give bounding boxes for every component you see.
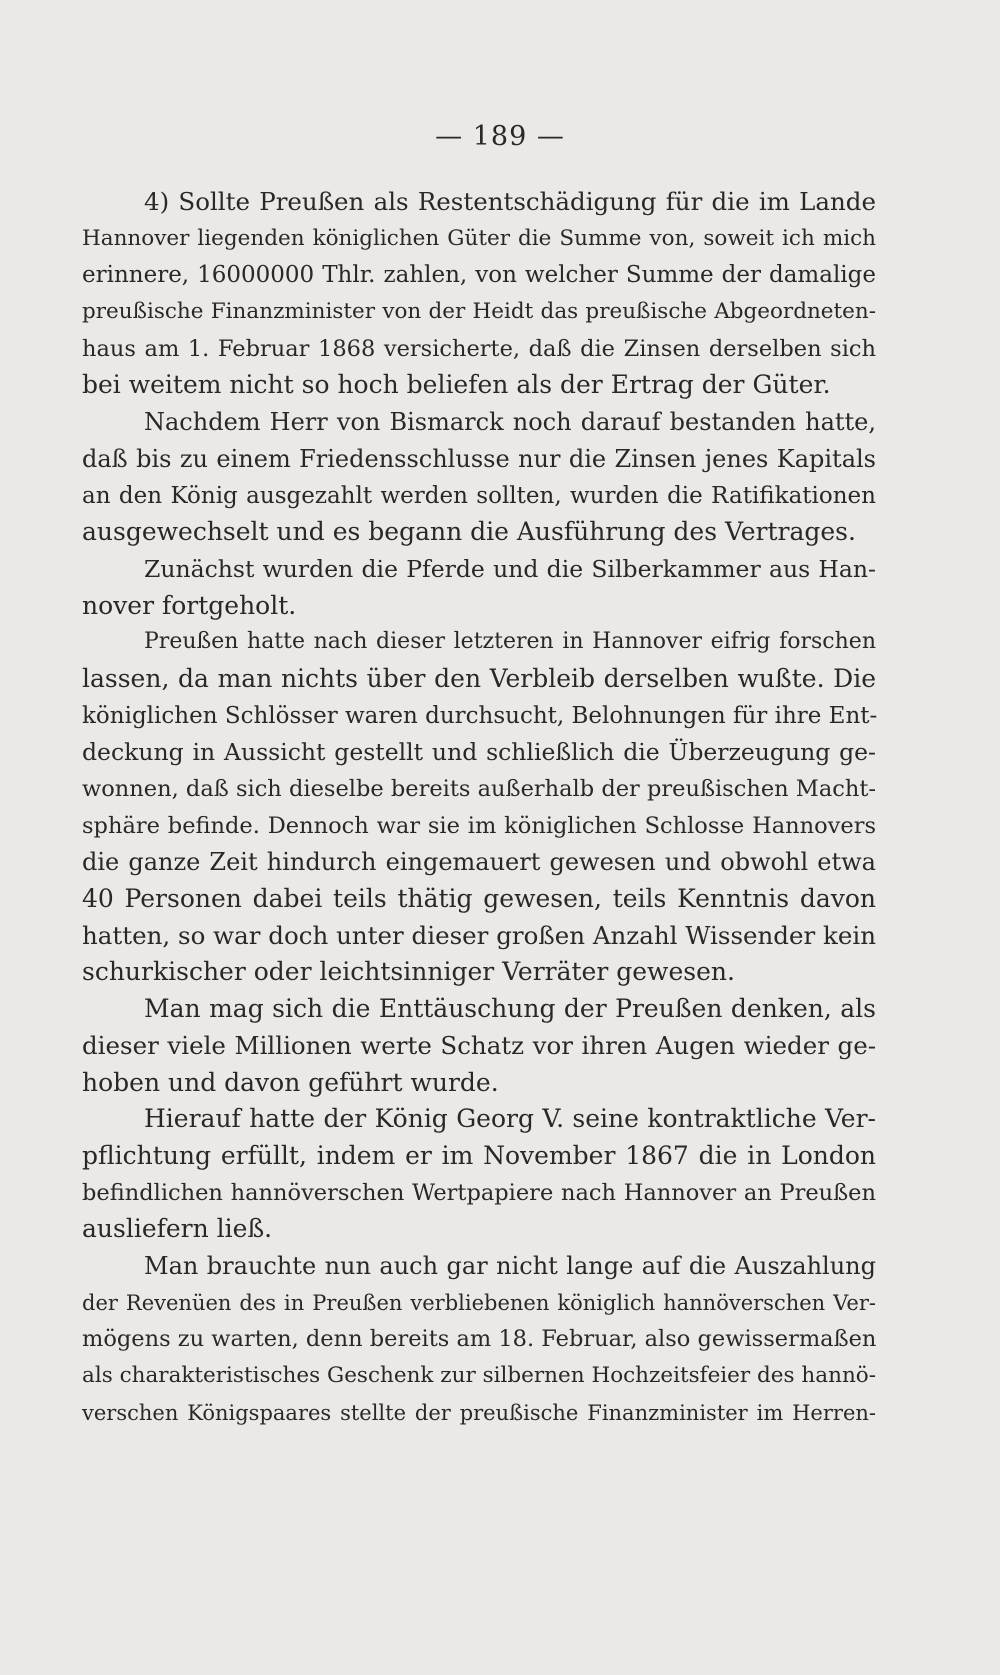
text-line: königlichen Schlösser waren durchsucht, Belohnungen für ihre Ent- [82,702,878,729]
text-line: Preußen hatte nach dieser letzteren in Hannover eifrig forschen [144,629,876,655]
text-line: der Revenüen des in Preußen verbliebenen königlich hannöverschen Ver- [82,1290,876,1315]
text-line: preußische Finanzminister von der Heidt das preußische Abgeordneten- [82,299,876,325]
text-line: 40 Personen dabei teils thätig gewesen, teils Kenntnis davon [82,884,876,914]
text-line: haus am 1. Februar 1868 versicherte, daß die Zinsen derselben sich [82,335,876,362]
text-line: ausliefern ließ. [82,1214,273,1244]
text-line: bei weitem nicht so hoch beliefen als der Ertrag der Güter. [82,370,831,400]
text-line: deckung in Aussicht gestellt und schließlich die Überzeugung ge- [82,738,876,767]
text-line: schurkischer oder leichtsinniger Verräter gewesen. [82,957,735,987]
text-line: Man brauchte nun auch gar nicht lange auf die Auszahlung [144,1251,876,1280]
text-line: als charakteristisches Geschenk zur silbernen Hochzeitsfeier des hannö- [82,1363,876,1388]
text-line: befindlichen hannöverschen Wertpapiere nach Hannover an Preußen [82,1179,876,1206]
text-line: Man mag sich die Enttäuschung der Preußen denken, als [144,994,876,1024]
page-number: — 189 — [435,121,565,152]
text-line: daß bis zu einem Friedensschlusse nur die Zinsen jenes Kapitals [82,444,876,473]
text-line: pflichtung erfüllt, indem er im November 1867 die in London [82,1140,876,1170]
text-line: hoben und davon geführt wurde. [82,1067,499,1097]
text-line: die ganze Zeit hindurch eingemauert gewesen und obwohl etwa [82,848,876,877]
text-line: 4) Sollte Preußen als Restentschädigung für die im Lande [144,187,876,216]
text-line: Zunächst wurden die Pferde und die Silberkammer aus Han- [144,554,876,583]
text-line: mögens zu warten, denn bereits am 18. Februar, also gewissermaßen [82,1326,877,1353]
text-line: Nachdem Herr von Bismarck noch darauf bestanden hatte, [144,408,876,437]
text-line: sphäre befinde. Dennoch war sie im königlichen Schlosse Hannovers [82,812,876,839]
text-line: verschen Königspaares stellte der preußische Finanzminister im Herren- [82,1400,876,1425]
text-line: Hannover liegenden königlichen Güter die Summe von, soweit ich mich [82,225,876,251]
text-line: Hierauf hatte der König Georg V. seine kontraktliche Ver- [144,1104,876,1134]
body-text [82,184,876,1431]
text-line: lassen, da man nichts über den Verbleib derselben wußte. Die [82,663,876,693]
text-line: wonnen, daß sich dieselbe bereits außerhalb der preußischen Macht- [82,776,876,802]
text-line: an den König ausgezahlt werden sollten, wurden die Ratifikationen [82,482,876,509]
text-line: erinnere, 16000000 Thlr. zahlen, von welcher Summe der damalige [82,262,876,289]
text-line: nover fortgeholt. [82,590,297,620]
text-line: hatten, so war doch unter dieser großen Anzahl Wissender kein [82,920,876,950]
text-line: dieser viele Millionen werte Schatz vor ihren Augen wieder ge- [82,1030,876,1060]
text-line: ausgewechselt und es begann die Ausführung des Vertrages. [82,517,856,547]
